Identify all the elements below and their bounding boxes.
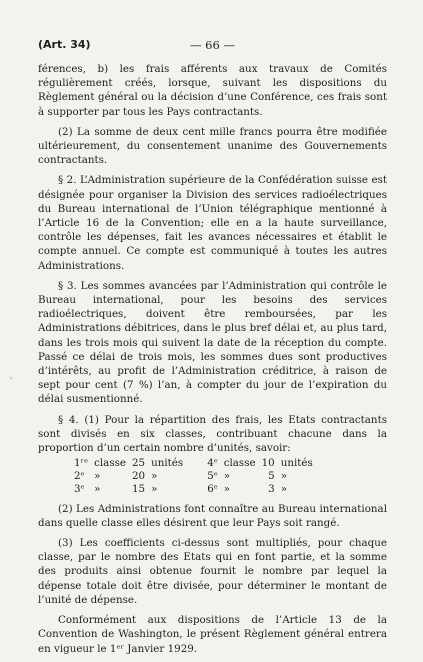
class-cell-right-word: »: [223, 470, 231, 483]
paragraph-section-2: § 2. L’Administration supérieure de la Confédération suisse est désignée pour organiser la Division des services radioélectriques du Bureau international de l’Union télégraphique mentionné à l’Article 16 de la Convention; elle en a la haute surveillance, contrôle les dépenses, fait les avances nécessaires et établit le compte annuel. Ce compte est communiqué à toutes les autres Administrations.: [38, 174, 387, 272]
class-cell-left-word: classe: [94, 457, 126, 470]
class-cell-gap: [186, 470, 204, 483]
body-text: [38, 62, 387, 656]
class-cell-right-unit-word: unités: [280, 457, 313, 470]
class-cell-left-word: »: [94, 470, 101, 483]
class-cell-right-class: 6ᵉ: [207, 482, 218, 495]
class-cell-right-class: 5ᵉ: [207, 470, 218, 483]
class-cell-left-units: 15: [132, 482, 146, 495]
class-cell-right-units: 5: [268, 470, 275, 483]
class-cell-gap: [186, 457, 204, 470]
class-cell-right-word: classe: [223, 457, 256, 470]
class-cell-left-units: 20: [132, 470, 146, 483]
class-cell-left-units: 25: [132, 457, 146, 470]
class-cell-right-word: »: [223, 482, 231, 495]
paragraph-continuation: férences, b) les frais afférents aux travaux de Comités régulièrement créés, lorsque, suivant les dispositions du Règlement général ou la décision d’une Conférence, ces frais sont à supporter par tous les Pays contractants.: [38, 63, 387, 118]
paragraph-section-4: § 4. (1) Pour la répartition des frais, les Etats contractants sont divisés en six classes, contribuant chacune dans la proportion d’un certain nombre d’unités, savoir:: [38, 413, 387, 455]
class-cell-left-word: »: [94, 482, 101, 495]
page-number: — 66 —: [190, 38, 235, 52]
class-cell-right-unit-word: »: [280, 470, 288, 483]
class-cell-right-units: 3: [268, 482, 275, 495]
class-row: [38, 457, 316, 470]
paragraph-section-3: § 3. Les sommes avancées par l’Administration qui contrôle le Bureau international, pour les besoins des services radioélectriques, doivent être remboursées, par les Administrations débitrices, dans le plus bref délai et, au plus tard, dans les trois mois qui suivent la date de la réception du compte. Passé ce délai de trois mois, les sommes dues sont productives d’intérêts, au profit de l’Administration créditrice, à raison de sept pour cent (7 %) l’an, à compter du jour de l’expiration du délai susmentionné.: [38, 279, 387, 406]
class-cell-right-unit-word: »: [280, 482, 288, 495]
class-cell-left-class: 2ᵉ: [74, 470, 85, 483]
contribution-classes-table: [38, 457, 316, 495]
class-cell-left-unit-word: »: [151, 482, 158, 495]
paragraph-class-choice: (2) Les Administrations font connaître au Bureau international dans quelle classe elles désirent que leur Pays soit rangé.: [38, 502, 387, 529]
class-cell-right-units: 10: [261, 457, 275, 470]
paragraph-entry-into-force: Conformément aux dispositions de l’Article 13 de la Convention de Washington, le présent Règlement général entrera en vigueur le 1ᵉʳ Janvier 1929.: [38, 614, 387, 655]
margin-mark: ': [10, 376, 13, 385]
class-row: [38, 483, 316, 496]
class-cell-left-class: 3ᵉ: [74, 482, 85, 495]
class-row: [38, 470, 316, 483]
class-cell-left-unit-word: unités: [151, 457, 184, 470]
document-page: [38, 38, 387, 662]
paragraph-coefficients: (3) Les coefficients ci-dessus sont multipliés, pour chaque classe, par le nombre des Etats qui en font partie, et la somme des produits ainsi obtenue fournit le nombre par lequel la dépense totale doit être divisée, pour déterminer le montant de l’unité de dépense.: [38, 537, 387, 606]
article-reference: (Art. 34): [38, 38, 91, 51]
paragraph-amount: (2) La somme de deux cent mille francs pourra être modifiée ultérieurement, du consentement unanime des Gouvernements contractants.: [38, 125, 387, 167]
page-header: [38, 38, 387, 56]
class-cell-left-class: 1ʳᵉ: [74, 457, 89, 470]
class-cell-left-unit-word: »: [151, 470, 158, 483]
class-cell-right-class: 4ᵉ: [207, 457, 218, 470]
class-cell-gap: [186, 483, 204, 496]
